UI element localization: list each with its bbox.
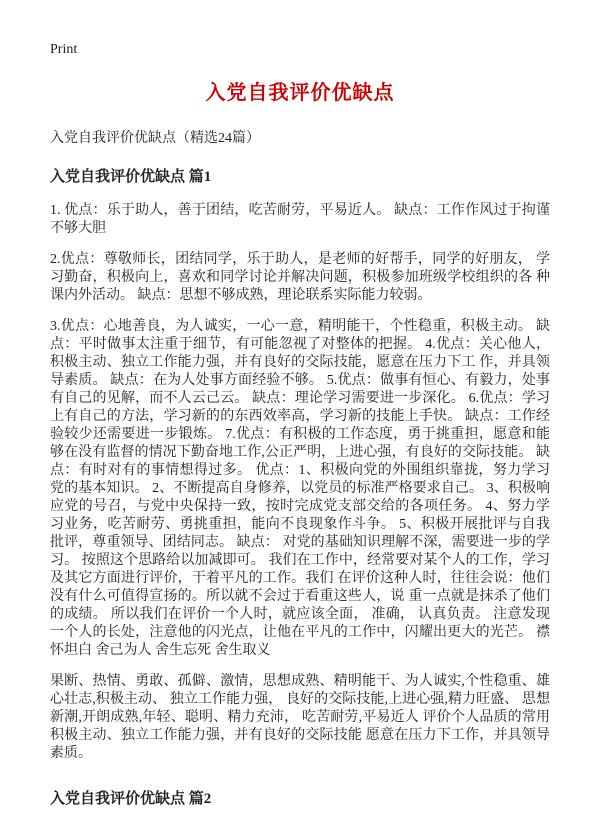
paragraph-1: 1. 优点：乐于助人，善于团结，吃苦耐劳，平易近人。 缺点：工作作风过于拘谨不够大胆 xyxy=(50,203,550,236)
section-heading-1: 入党自我评价优缺点 篇1 xyxy=(50,169,212,185)
doc-subtitle: 入党自我评价优缺点（精选24篇） xyxy=(50,131,260,146)
paragraph-4: 果断、热情、勇敢、孤僻、激情，思想成熟、精明能干、为人诚实,个性稳重、雄心壮志,积极主动、 独立工作能力强， 良好的交际技能,上进心强,精力旺盛、 思想新潮,开朗成熟,年轻、聪明、精力充沛， 吃苦耐劳,平易近人 评价个人品质的常用积极主动、独立工作能力强，并有良好的交际技能 愿意在压力下工作，并具领导素质。 xyxy=(50,674,550,761)
print-link[interactable]: Print xyxy=(50,42,78,57)
paragraph-2: 2.优点：尊敬师长，团结同学，乐于助人，是老师的好帮手，同学的好朋友， 学习勤奋，积极向上，喜欢和同学讨论并解决问题，积极参加班级学校组织的各 种课内外活动。 缺点：思想不够成熟，理论联系实际能力较弱。 xyxy=(50,252,550,303)
page-title: 入党自我评价优缺点 xyxy=(205,82,395,104)
section-heading-2: 入党自我评价优缺点 篇2 xyxy=(50,791,212,807)
paragraph-3: 3.优点：心地善良，为人诚实，一心一意，精明能干，个性稳重，积极主动。 缺点：平时做事太注重于细节，有可能忽视了对整体的把握。 4.优点：关心他人，积极主动、独立工作能力强，并有良好的交际技能，愿意在压力下工 作，并具领导素质。 缺点：在为人处事方面经验不够。 5.优点：做事有恒心、有毅力，处事有自己的见解，而不人云己云。 缺点：理论学习需要进一步深化。 6.优点：学习上有自己的方法，学习新的的东西效率高，学习新的技能上手快。 缺点：工作经验较少还需要进一步锻炼。 7.优点：有积极的工作态度，勇于挑重担，愿意和能够在没有监督的情况下勤奋地工作,公正严明，上进心强，有良好的交际技能。 缺点：有时对有的事情想得过多。 优点：1、积极向党的外围组织靠拢，努力学习党的基本知识。 2、不断提高自身修养，以党员的标准严格要求自己。 3、积极响应党的号召，与党中央保持一致，按时完成党支部交给的各项任务。 4、努力学习业务，吃苦耐劳、勇挑重担，能向不良现象作斗争。 5、积极开展批评与自我批评，尊重领导、团结同志。 缺点： 对党的基础知识理解不深，需要进一步的学习。 按照这个思路给以加减即可。 我们在工作中，经常要对某个人的工作，学习及其它方面进行评价，干着平凡的工作。我们 在评价这种人时，往往会说：他们没有什么可值得宣扬的。所以就不会过于看重这些人，说 重一点就是抹杀了他们的成绩。 所以我们在评价一个人时，就应该全面， 准确， 认真负责。 注意发现一个人的长处，注意他的闪光点，让他在平凡的工作中，闪耀出更大的光芒。 襟怀坦白 舍己为人 舍生忘死 舍生取义 xyxy=(50,319,550,658)
